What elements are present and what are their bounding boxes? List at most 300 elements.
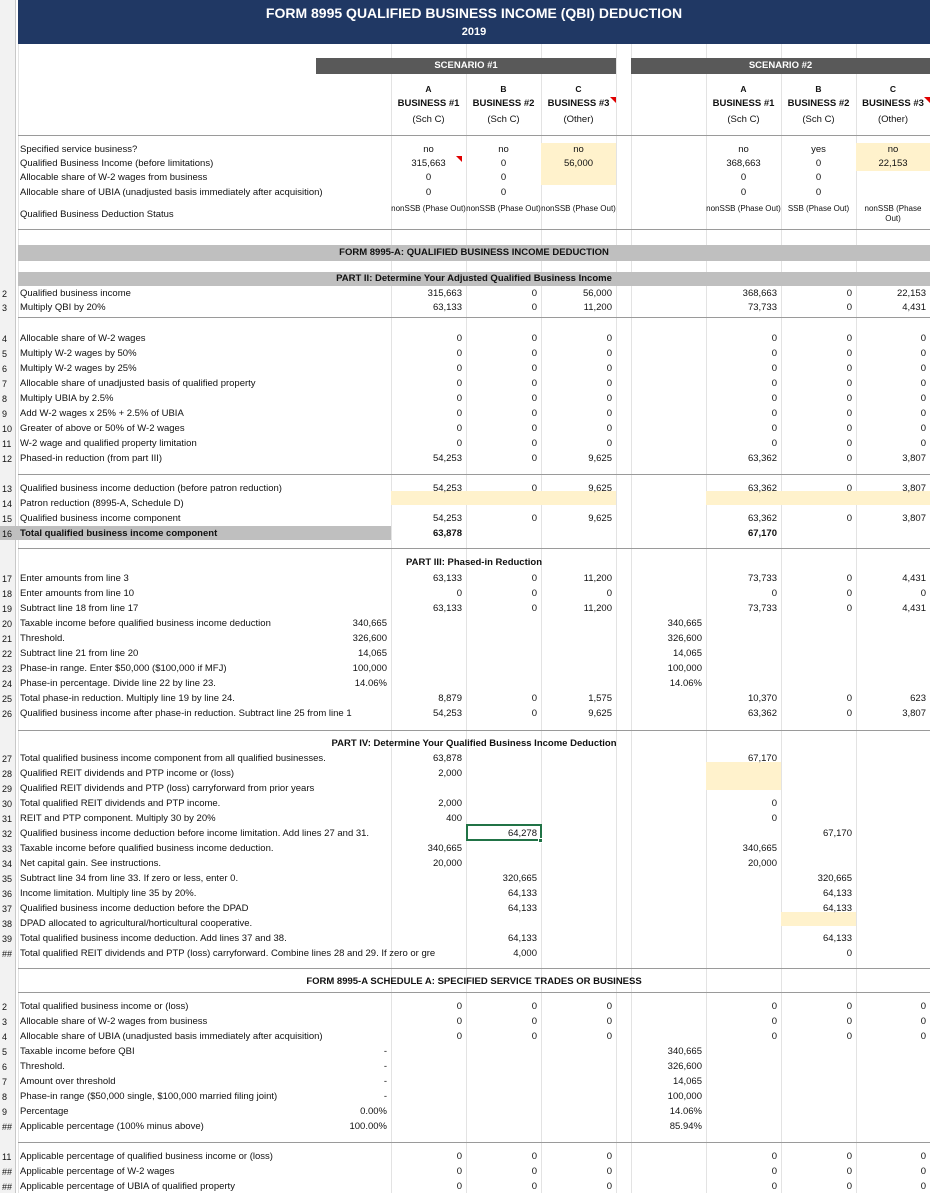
s1-top-cell[interactable]: 0 xyxy=(500,187,507,198)
value-cell[interactable]: 9,625 xyxy=(588,483,612,494)
row-number[interactable]: 2 xyxy=(2,1002,8,1012)
value-cell[interactable]: 0 xyxy=(846,1181,852,1192)
row-number[interactable]: 34 xyxy=(2,859,13,869)
row-number[interactable]: 11 xyxy=(2,439,12,449)
s1-status-cell[interactable]: nonSSB (Phase Out) xyxy=(541,204,616,213)
s2-value-cell[interactable]: 0 xyxy=(771,798,777,809)
value-cell[interactable]: 0 xyxy=(771,1181,777,1192)
s1-value-cell[interactable]: - xyxy=(383,1091,387,1102)
row-label: Qualified REIT dividends and PTP (loss) carryforward from prior years xyxy=(20,783,315,794)
row-number[interactable]: 10 xyxy=(2,424,13,434)
row-number[interactable]: 39 xyxy=(2,934,13,944)
s2-top-cell[interactable]: 368,663 xyxy=(726,158,761,169)
row-label: Percentage xyxy=(20,1106,69,1117)
value-cell[interactable]: 0 xyxy=(531,1031,537,1042)
s2-value-cell[interactable]: 64,133 xyxy=(822,903,852,914)
row-number[interactable]: 6 xyxy=(2,364,8,374)
s2-value-cell[interactable]: 326,600 xyxy=(667,633,702,644)
value-cell[interactable]: 0 xyxy=(606,588,612,599)
s1-value-cell[interactable]: 14.06% xyxy=(354,678,387,689)
s2-value-cell[interactable]: 100,000 xyxy=(667,663,702,674)
s1-status-cell[interactable]: nonSSB (Phase Out) xyxy=(466,204,541,213)
row-number[interactable]: 35 xyxy=(2,874,13,884)
value-cell[interactable]: 0 xyxy=(771,348,777,359)
value-cell[interactable]: 10,370 xyxy=(747,693,777,704)
s1-value-cell[interactable]: 400 xyxy=(446,813,462,824)
row-number[interactable]: 3 xyxy=(2,303,8,313)
s1-top-cell[interactable]: no xyxy=(573,144,584,155)
s2-top-cell[interactable]: 0 xyxy=(815,158,822,169)
value-cell[interactable]: 0 xyxy=(846,393,852,404)
s1-top-cell[interactable]: 0 xyxy=(425,172,432,183)
value-cell[interactable]: 0 xyxy=(771,1001,777,1012)
value-cell[interactable]: 63,133 xyxy=(432,302,462,313)
s2-top-cell[interactable]: 22,153 xyxy=(878,158,908,169)
value-cell[interactable]: 0 xyxy=(531,1016,537,1027)
value-cell[interactable]: 0 xyxy=(846,408,852,419)
row-number[interactable]: ## xyxy=(2,949,13,959)
row-label: Phase-in percentage. Divide line 22 by line 23. xyxy=(20,678,216,689)
value-cell[interactable]: 0 xyxy=(771,1151,777,1162)
value-cell[interactable]: 63,133 xyxy=(432,573,462,584)
value-cell[interactable]: 0 xyxy=(846,603,852,614)
selected-cell[interactable] xyxy=(466,824,542,841)
value-cell[interactable]: 0 xyxy=(531,603,537,614)
value-cell[interactable]: 0 xyxy=(920,378,926,389)
row-number[interactable]: 14 xyxy=(2,499,13,509)
value-cell[interactable]: 0 xyxy=(846,423,852,434)
value-cell[interactable]: 9,625 xyxy=(588,708,612,719)
row-number[interactable]: ## xyxy=(2,1122,13,1132)
s2-value-cell[interactable]: 67,170 xyxy=(747,753,777,764)
row-number[interactable]: 13 xyxy=(2,484,13,494)
s2-value-cell[interactable]: 326,600 xyxy=(667,1061,702,1072)
value-cell[interactable]: 3,807 xyxy=(902,513,926,524)
s1-value-cell[interactable]: 64,133 xyxy=(507,933,537,944)
value-cell[interactable]: 0 xyxy=(846,1016,852,1027)
value-cell[interactable]: 0 xyxy=(531,333,537,344)
s2-status-cell[interactable]: SSB (Phase Out) xyxy=(787,204,850,213)
value-cell[interactable]: 0 xyxy=(920,1166,926,1177)
row-number[interactable]: 8 xyxy=(2,394,8,404)
s2-top-cell[interactable]: no xyxy=(738,144,749,155)
row-number[interactable]: ## xyxy=(2,1167,13,1177)
value-cell[interactable]: 63,362 xyxy=(747,453,777,464)
row-label: Total qualified business income deduction. Add lines 37 and 38. xyxy=(20,933,287,944)
value-cell[interactable]: 0 xyxy=(456,1151,462,1162)
value-cell[interactable]: 0 xyxy=(531,378,537,389)
value-cell[interactable]: 0 xyxy=(771,408,777,419)
row-number[interactable]: 19 xyxy=(2,604,13,614)
row-number[interactable]: 23 xyxy=(2,664,13,674)
s1-value-cell[interactable]: - xyxy=(383,1061,387,1072)
value-cell[interactable]: 0 xyxy=(456,1031,462,1042)
fill-handle[interactable] xyxy=(538,838,543,843)
s2-status-cell[interactable]: nonSSB (Phase Out) xyxy=(706,204,781,213)
s1-top-cell[interactable]: 0 xyxy=(425,187,432,198)
value-cell[interactable]: 315,663 xyxy=(427,288,462,299)
value-cell[interactable]: 0 xyxy=(531,288,537,299)
value-cell[interactable]: 0 xyxy=(846,1001,852,1012)
s2-top-cell[interactable]: 0 xyxy=(740,172,747,183)
value-cell[interactable]: 0 xyxy=(920,1016,926,1027)
value-cell[interactable]: 0 xyxy=(456,408,462,419)
value-cell[interactable]: 0 xyxy=(606,1181,612,1192)
value-cell[interactable]: 0 xyxy=(920,348,926,359)
form-title: FORM 8995 QUALIFIED BUSINESS INCOME (QBI) DEDUCTION xyxy=(265,5,683,21)
value-cell[interactable]: 0 xyxy=(531,438,537,449)
value-cell[interactable]: 0 xyxy=(531,1181,537,1192)
s1-value-cell[interactable]: 0.00% xyxy=(360,1106,387,1117)
value-cell[interactable]: 0 xyxy=(846,333,852,344)
value-cell[interactable]: 0 xyxy=(846,483,852,494)
value-cell[interactable]: 0 xyxy=(531,363,537,374)
row-number[interactable]: 7 xyxy=(2,1077,8,1087)
value-cell[interactable]: 0 xyxy=(846,693,852,704)
value-cell[interactable]: 73,733 xyxy=(747,603,777,614)
row-number[interactable]: 4 xyxy=(2,334,8,344)
value-cell[interactable]: 0 xyxy=(531,708,537,719)
input-cell-highlight xyxy=(706,762,781,790)
s1-top-cell[interactable]: 315,663 xyxy=(411,158,446,169)
value-cell[interactable]: 0 xyxy=(771,393,777,404)
value-cell[interactable]: 73,733 xyxy=(747,573,777,584)
row-number[interactable]: 4 xyxy=(2,1032,8,1042)
value-cell[interactable]: 0 xyxy=(771,378,777,389)
value-cell[interactable]: 11,200 xyxy=(583,302,612,313)
value-cell[interactable]: 0 xyxy=(606,363,612,374)
s2-value-cell[interactable]: 340,665 xyxy=(667,618,702,629)
s2-value-cell[interactable]: 0 xyxy=(846,948,852,959)
row-number[interactable]: 22 xyxy=(2,649,13,659)
row-label: Patron reduction (8995-A, Schedule D) xyxy=(20,498,184,509)
row-number[interactable]: 5 xyxy=(2,349,8,359)
s1-col-type-1: (Sch C) xyxy=(412,114,445,125)
value-cell[interactable]: 0 xyxy=(846,348,852,359)
s1-value-cell[interactable]: 320,665 xyxy=(502,873,537,884)
s1-value-cell[interactable]: 64,133 xyxy=(507,903,537,914)
s2-value-cell[interactable]: 64,133 xyxy=(822,888,852,899)
value-cell[interactable]: 0 xyxy=(771,1016,777,1027)
value-cell[interactable]: 623 xyxy=(910,693,926,704)
value-cell[interactable]: 0 xyxy=(771,333,777,344)
s2-value-cell[interactable]: 340,665 xyxy=(742,843,777,854)
value-cell[interactable]: 3,807 xyxy=(902,453,926,464)
value-cell[interactable]: 0 xyxy=(456,333,462,344)
value-cell[interactable]: 0 xyxy=(846,438,852,449)
value-cell[interactable]: 56,000 xyxy=(582,288,612,299)
row-number[interactable]: 8 xyxy=(2,1092,8,1102)
value-cell[interactable]: 4,431 xyxy=(902,302,926,313)
value-cell[interactable]: 0 xyxy=(920,393,926,404)
value-cell[interactable]: 0 xyxy=(456,1001,462,1012)
value-cell[interactable]: 0 xyxy=(920,1001,926,1012)
s1-value-cell[interactable]: 2,000 xyxy=(438,768,462,779)
value-cell[interactable]: 63,362 xyxy=(747,708,777,719)
value-cell[interactable]: 1,575 xyxy=(588,693,612,704)
value-cell[interactable]: 0 xyxy=(531,393,537,404)
row-label: Multiply W-2 wages by 25% xyxy=(20,363,137,374)
row-label: Applicable percentage of qualified business income or (loss) xyxy=(20,1151,273,1162)
row-number[interactable]: 36 xyxy=(2,889,13,899)
s1-value-cell[interactable]: 100.00% xyxy=(349,1121,387,1132)
s2-value-cell[interactable]: 14,065 xyxy=(672,1076,702,1087)
row-label: Total qualified business income component xyxy=(20,528,218,539)
row-number[interactable]: ## xyxy=(2,1182,13,1192)
s1-value-cell[interactable]: 340,665 xyxy=(352,618,387,629)
value-cell[interactable]: 11,200 xyxy=(583,573,612,584)
s2-col-letter-c: C xyxy=(889,84,897,94)
row-number[interactable]: 3 xyxy=(2,1017,8,1027)
value-cell[interactable]: 0 xyxy=(771,363,777,374)
row-number[interactable]: 26 xyxy=(2,709,13,719)
value-cell[interactable]: 0 xyxy=(846,588,852,599)
value-cell[interactable]: 0 xyxy=(456,1166,462,1177)
s2-value-cell[interactable]: 20,000 xyxy=(747,858,777,869)
value-cell[interactable]: 4,431 xyxy=(902,603,926,614)
value-cell[interactable]: 0 xyxy=(606,1016,612,1027)
value-cell[interactable]: 0 xyxy=(606,348,612,359)
row-number[interactable]: 16 xyxy=(2,529,13,539)
s1-top-cell[interactable]: 0 xyxy=(500,158,507,169)
row-number[interactable]: 24 xyxy=(2,679,13,689)
value-cell[interactable]: 0 xyxy=(456,1016,462,1027)
comment-indicator[interactable] xyxy=(610,97,616,103)
value-cell[interactable]: 0 xyxy=(606,1151,612,1162)
value-cell[interactable]: 0 xyxy=(771,438,777,449)
s2-value-cell[interactable]: 67,170 xyxy=(822,828,852,839)
row-number[interactable]: 37 xyxy=(2,904,13,914)
value-cell[interactable]: 0 xyxy=(920,588,926,599)
value-cell[interactable]: 3,807 xyxy=(902,483,926,494)
row-number[interactable]: 38 xyxy=(2,919,13,929)
value-cell[interactable]: 0 xyxy=(531,408,537,419)
value-cell[interactable]: 0 xyxy=(920,408,926,419)
s1-value-cell[interactable]: 2,000 xyxy=(438,798,462,809)
s1-value-cell[interactable]: 100,000 xyxy=(352,663,387,674)
s1-value-cell[interactable]: 64,133 xyxy=(507,888,537,899)
value-cell[interactable]: 368,663 xyxy=(742,288,777,299)
row-label: Phase-in range ($50,000 single, $100,000 married filing joint) xyxy=(20,1091,278,1102)
value-cell[interactable]: 0 xyxy=(531,1166,537,1177)
row-label: Allocable share of W-2 wages xyxy=(20,333,146,344)
value-cell[interactable]: 0 xyxy=(531,1001,537,1012)
row-number[interactable]: 32 xyxy=(2,829,13,839)
value-cell[interactable]: 63,362 xyxy=(747,513,777,524)
row-label: Threshold. xyxy=(20,633,65,644)
comment-indicator[interactable] xyxy=(456,156,462,162)
value-cell[interactable]: 0 xyxy=(846,302,852,313)
value-cell[interactable]: 0 xyxy=(606,438,612,449)
row-number[interactable]: 30 xyxy=(2,799,13,809)
value-cell[interactable]: 11,200 xyxy=(583,603,612,614)
s1-top-cell[interactable]: 0 xyxy=(500,172,507,183)
s2-col-name-1: BUSINESS #1 xyxy=(712,98,775,109)
value-cell[interactable]: 54,253 xyxy=(432,453,462,464)
s1-value-cell[interactable]: 63,878 xyxy=(432,753,462,764)
value-cell[interactable]: 0 xyxy=(846,363,852,374)
s2-status-cell[interactable]: nonSSB (Phase Out) xyxy=(864,204,922,223)
value-cell[interactable]: 54,253 xyxy=(432,483,462,494)
s1-col-type-3: (Other) xyxy=(563,114,594,125)
value-cell[interactable]: 0 xyxy=(456,348,462,359)
row-number[interactable]: 11 xyxy=(2,1152,12,1162)
row-number[interactable]: 25 xyxy=(2,694,13,704)
s1-selected-value[interactable]: 64,278 xyxy=(507,828,537,839)
value-cell[interactable]: 0 xyxy=(456,423,462,434)
row-number[interactable]: 9 xyxy=(2,1107,8,1117)
value-cell[interactable]: 54,253 xyxy=(432,708,462,719)
row-label: W-2 wage and qualified property limitation xyxy=(20,438,197,449)
row-number[interactable]: 31 xyxy=(2,814,13,824)
value-cell[interactable]: 0 xyxy=(531,588,537,599)
value-cell[interactable]: 0 xyxy=(606,408,612,419)
value-cell[interactable]: 0 xyxy=(606,1001,612,1012)
value-cell[interactable]: 3,807 xyxy=(902,708,926,719)
row-number[interactable]: 27 xyxy=(2,754,13,764)
value-cell[interactable]: 0 xyxy=(920,333,926,344)
value-cell[interactable]: 0 xyxy=(920,438,926,449)
row-number[interactable]: 29 xyxy=(2,784,13,794)
value-cell[interactable]: 0 xyxy=(606,423,612,434)
value-cell[interactable]: 0 xyxy=(531,423,537,434)
value-cell[interactable]: 63,133 xyxy=(432,603,462,614)
value-cell[interactable]: 0 xyxy=(846,573,852,584)
s2-top-cell[interactable]: yes xyxy=(811,144,826,155)
value-cell[interactable]: 0 xyxy=(531,348,537,359)
s2-value-cell[interactable]: 0 xyxy=(771,813,777,824)
value-cell[interactable]: 0 xyxy=(456,438,462,449)
value-cell[interactable]: 0 xyxy=(531,573,537,584)
value-cell[interactable]: 54,253 xyxy=(432,513,462,524)
s1-top-cell[interactable]: no xyxy=(498,144,509,155)
value-cell[interactable]: 0 xyxy=(771,1166,777,1177)
value-cell[interactable]: 0 xyxy=(606,378,612,389)
s2-top-cell[interactable]: no xyxy=(887,144,899,155)
value-cell[interactable]: 0 xyxy=(771,423,777,434)
s1-value-cell[interactable]: 4,000 xyxy=(513,948,537,959)
value-cell[interactable]: 0 xyxy=(456,393,462,404)
value-cell[interactable]: 8,879 xyxy=(438,693,462,704)
value-cell[interactable]: 4,431 xyxy=(902,573,926,584)
top-row-label: Qualified Business Deduction Status xyxy=(20,209,174,220)
value-cell[interactable]: 0 xyxy=(456,363,462,374)
s2-value-cell[interactable]: 64,133 xyxy=(822,933,852,944)
row-label: REIT and PTP component. Multiply 30 by 20% xyxy=(20,813,216,824)
s2-value-cell[interactable]: 85.94% xyxy=(669,1121,702,1132)
s1-total-cell[interactable]: 63,878 xyxy=(432,528,462,539)
value-cell[interactable]: 0 xyxy=(771,1031,777,1042)
row-number[interactable]: 12 xyxy=(2,454,13,464)
row-label: Qualified business income xyxy=(20,288,131,299)
s1-value-cell[interactable]: - xyxy=(383,1046,387,1057)
s1-top-cell[interactable]: no xyxy=(423,144,434,155)
row-number[interactable]: 33 xyxy=(2,844,13,854)
s2-top-cell[interactable]: 0 xyxy=(740,187,747,198)
value-cell[interactable]: 9,625 xyxy=(588,453,612,464)
value-cell[interactable]: 0 xyxy=(846,708,852,719)
value-cell[interactable]: 0 xyxy=(531,453,537,464)
row-number[interactable]: 28 xyxy=(2,769,13,779)
value-cell[interactable]: 0 xyxy=(846,453,852,464)
value-cell[interactable]: 0 xyxy=(531,483,537,494)
top-row-label: Allocable share of W-2 wages from business xyxy=(20,172,208,183)
comment-indicator[interactable] xyxy=(924,97,930,103)
s2-value-cell[interactable]: 100,000 xyxy=(667,1091,702,1102)
row-number[interactable]: 20 xyxy=(2,619,13,629)
value-cell[interactable]: 0 xyxy=(920,1031,926,1042)
s1-value-cell[interactable]: 20,000 xyxy=(432,858,462,869)
s1-value-cell[interactable]: 326,600 xyxy=(352,633,387,644)
s2-value-cell[interactable]: 320,665 xyxy=(817,873,852,884)
row-number[interactable]: 6 xyxy=(2,1062,8,1072)
s2-value-cell[interactable]: 340,665 xyxy=(667,1046,702,1057)
s1-value-cell[interactable]: 340,665 xyxy=(427,843,462,854)
s2-value-cell[interactable]: 14,065 xyxy=(672,648,702,659)
value-cell[interactable]: 0 xyxy=(456,1181,462,1192)
s2-total-cell[interactable]: 67,170 xyxy=(747,528,777,539)
value-cell[interactable]: 63,362 xyxy=(747,483,777,494)
value-cell[interactable]: 0 xyxy=(606,1166,612,1177)
value-cell[interactable]: 0 xyxy=(846,378,852,389)
row-number[interactable]: 17 xyxy=(2,574,13,584)
row-number[interactable]: 18 xyxy=(2,589,13,599)
value-cell[interactable]: 0 xyxy=(606,1031,612,1042)
row-label: Qualified business income deduction before income limitation. Add lines 27 and 31. xyxy=(20,828,370,839)
value-cell[interactable]: 0 xyxy=(771,588,777,599)
value-cell[interactable]: 22,153 xyxy=(896,288,926,299)
value-cell[interactable]: 0 xyxy=(846,288,852,299)
value-cell[interactable]: 0 xyxy=(606,393,612,404)
value-cell[interactable]: 0 xyxy=(846,1031,852,1042)
value-cell[interactable]: 73,733 xyxy=(747,302,777,313)
row-number[interactable]: 7 xyxy=(2,379,8,389)
value-cell[interactable]: 0 xyxy=(846,1166,852,1177)
s2-value-cell[interactable]: 14.06% xyxy=(669,678,702,689)
s2-top-cell[interactable]: 0 xyxy=(815,187,822,198)
s1-top-cell[interactable]: 56,000 xyxy=(563,158,594,169)
value-cell[interactable]: 0 xyxy=(846,1151,852,1162)
row-label: Multiply W-2 wages by 50% xyxy=(20,348,137,359)
value-cell[interactable]: 0 xyxy=(531,693,537,704)
s2-top-cell[interactable]: 0 xyxy=(815,172,822,183)
row-number[interactable]: 9 xyxy=(2,409,8,419)
row-label: Taxable income before QBI xyxy=(20,1046,135,1057)
s1-value-cell[interactable]: 14,065 xyxy=(357,648,387,659)
value-cell[interactable]: 0 xyxy=(920,363,926,374)
value-cell[interactable]: 0 xyxy=(920,1151,926,1162)
row-number[interactable]: 5 xyxy=(2,1047,8,1057)
row-number[interactable]: 2 xyxy=(2,289,8,299)
value-cell[interactable]: 0 xyxy=(456,378,462,389)
s1-col-name-2: BUSINESS #2 xyxy=(472,98,535,109)
value-cell[interactable]: 0 xyxy=(531,302,537,313)
value-cell[interactable]: 0 xyxy=(531,1151,537,1162)
s2-value-cell[interactable]: 14.06% xyxy=(669,1106,702,1117)
row-number[interactable]: 15 xyxy=(2,514,13,524)
value-cell[interactable]: 0 xyxy=(456,588,462,599)
value-cell[interactable]: 0 xyxy=(606,333,612,344)
value-cell[interactable]: 9,625 xyxy=(588,513,612,524)
s1-status-cell[interactable]: nonSSB (Phase Out) xyxy=(391,204,466,213)
value-cell[interactable]: 0 xyxy=(531,513,537,524)
value-cell[interactable]: 0 xyxy=(846,513,852,524)
row-number[interactable]: 21 xyxy=(2,634,13,644)
value-cell[interactable]: 0 xyxy=(920,1181,926,1192)
row-label: Amount over threshold xyxy=(20,1076,116,1087)
value-cell[interactable]: 0 xyxy=(920,423,926,434)
s1-value-cell[interactable]: - xyxy=(383,1076,387,1087)
